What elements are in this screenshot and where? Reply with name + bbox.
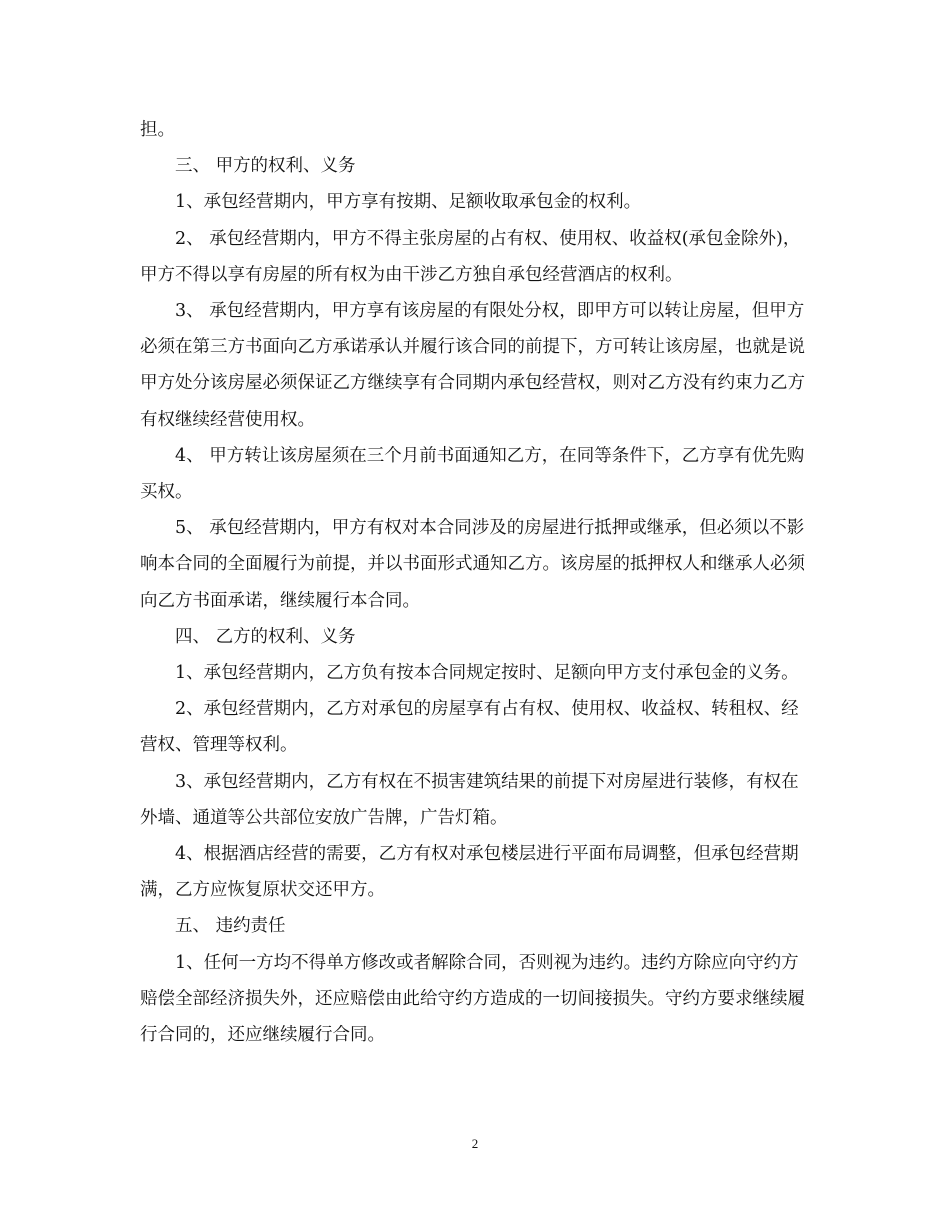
paragraph: 1、任何一方均不得单方修改或者解除合同，否则视为违约。违约方除应向守约方赔偿全部经济损失外，还应赔偿由此给守约方造成的一切间接损失。守约方要求继续履行合同的，还应继续履行合同。 — [140, 952, 805, 1046]
document-body — [140, 112, 812, 1053]
paragraph: 5、 承包经营期内，甲方有权对本合同涉及的房屋进行抵押或继承，但必须以不影响本合同的全面履行为前提，并以书面形式通知乙方。该房屋的抵押权人和继承人必须向乙方书面承诺，继续履行本合同。 — [140, 518, 805, 611]
section-heading-3: 三、 甲方的权利、义务 — [175, 156, 356, 177]
paragraph: 4、 甲方转让该房屋须在三个月前书面通知乙方，在同等条件下，乙方享有优先购买权。 — [140, 445, 805, 503]
paragraph: 2、承包经营期内，乙方对承包的房屋享有占有权、使用权、收益权、转租权、经营权、管理等权利。 — [140, 699, 799, 756]
paragraph: 1、承包经营期内，乙方负有按本合同规定按时、足额向甲方支付承包金的义务。 — [175, 663, 799, 684]
section-heading-4: 四、 乙方的权利、义务 — [175, 626, 356, 647]
paragraph-continuation: 担。 — [140, 120, 175, 140]
paragraph: 1、承包经营期内，甲方享有按期、足额收取承包金的权利。 — [175, 192, 642, 213]
section-heading-5: 五、 违约责任 — [175, 916, 286, 937]
paragraph: 3、承包经营期内，乙方有权在不损害建筑结果的前提下对房屋进行装修，有权在外墙、通道等公共部位安放广告牌，广告灯箱。 — [140, 771, 799, 828]
paragraph: 2、 承包经营期内，甲方不得主张房屋的占有权、使用权、收益权(承包金除外)，甲方不得以享有房屋的所有权为由干涉乙方独自承包经营酒店的权利。 — [140, 228, 801, 285]
page-number: 2 — [471, 1136, 479, 1151]
paragraph: 3、 承包经营期内，甲方享有该房屋的有限处分权，即甲方可以转让房屋，但甲方必须在第三方书面向乙方承诺承认并履行该合同的前提下，方可转让该房屋，也就是说甲方处分该房屋必须保证乙方继续享有合同期内承包经营权，则对乙方没有约束力乙方有权继续经营使用权。 — [140, 301, 805, 430]
paragraph: 4、根据酒店经营的需要，乙方有权对承包楼层进行平面布局调整，但承包经营期满，乙方应恢复原状交还甲方。 — [140, 844, 799, 901]
